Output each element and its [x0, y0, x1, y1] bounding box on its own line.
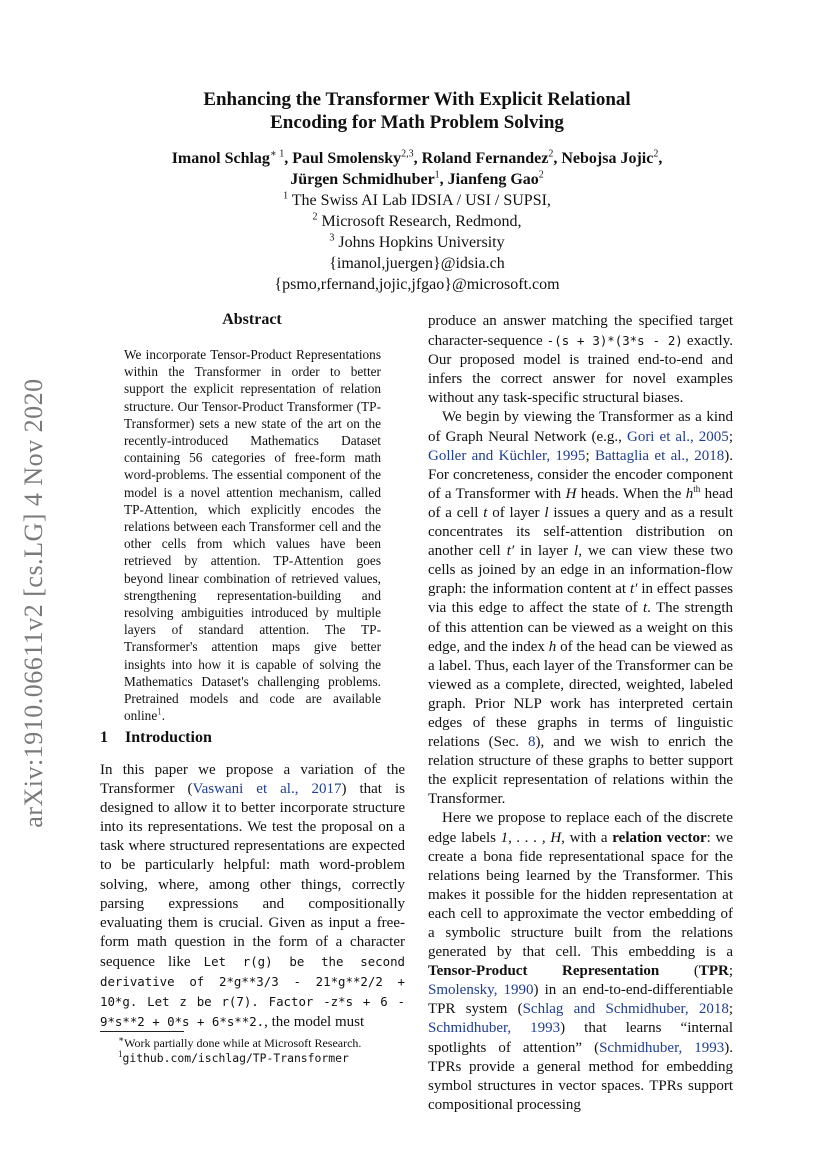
citation-link[interactable]: Goller and Küchler, 1995	[428, 447, 586, 464]
email-2: {psmo,rfernand,jojic,jfgao}@microsoft.com	[274, 276, 560, 293]
code-snippet: -(s + 3)*(3*s - 2)	[546, 333, 683, 349]
author-name: Imanol Schlag	[171, 150, 270, 167]
intro-paragraph	[100, 761, 405, 1032]
text-run: . The strength of this attention can be viewed as a weight on this edge, and the index	[428, 600, 734, 655]
text-run: ;	[728, 963, 733, 980]
text-run: in layer	[514, 543, 575, 560]
text-run: ;	[728, 1001, 733, 1018]
title-line-1: Enhancing the Transformer With Explicit Relational	[203, 89, 631, 110]
affil-text: Johns Hopkins University	[338, 234, 505, 251]
text-run: of layer	[487, 504, 545, 521]
math-var: l	[574, 543, 579, 560]
section-title: Introduction	[125, 729, 212, 746]
text-run: produce an answer matching the specified target character-sequence	[428, 313, 733, 350]
text-run: in effect passes via this edge to affect the state of	[428, 581, 733, 617]
intro-left-column	[100, 761, 405, 1032]
footnote-link[interactable]: github.com/ischlag/TP-Transformer	[122, 1051, 349, 1065]
text-run: ;	[728, 428, 733, 445]
arxiv-id: arXiv:1910.06611v2 [cs.LG] 4 Nov 2020	[19, 377, 48, 828]
section-number: 1	[100, 729, 108, 746]
footnotes	[100, 1036, 405, 1066]
author-block	[100, 148, 734, 295]
text-run: issues a query and as a result concentrates its self-attention distribution on another cell	[428, 504, 733, 560]
section-link[interactable]: 8	[528, 734, 536, 751]
citation-link[interactable]: Schmidhuber, 1993	[428, 1020, 561, 1037]
text-run: , the model must	[264, 1014, 365, 1031]
affiliation-2	[100, 211, 734, 232]
math-var: t	[483, 504, 488, 521]
author-affil-mark: 2,3	[401, 148, 414, 160]
title-line-2: Encoding for Math Problem Solving	[270, 112, 564, 133]
citation-link[interactable]: Smolensky, 1990	[428, 982, 534, 999]
text-run: , with a	[561, 829, 613, 846]
paragraph-1	[428, 312, 733, 408]
text-run: of the head can be viewed as a label. Thus, each layer of the Transformer can be viewed as a complete, directed, weighted, labeled graph. Prior NLP work has interpreted certain edges of these graphs in terms of linguistic relations (Sec.	[428, 638, 734, 751]
abstract-text: We incorporate Tensor-Product Representations within the Transformer in order to better support the explicit representation of relation structure. Our Tensor-Product Transformer (TP-Transformer) sets a new state of the art on the recently-introduced Mathematics Dataset containing 56 categories of free-form math word-problems. The essential component of the model is a novel attention mechanism, called TP-Attention, which explicitly encodes the relations between each Transformer cell and the other cells from which values have been retrieved by attention. TP-Attention goes beyond linear combination of retrieved values, strengthening representation-building and resolving ambiguities introduced by multiple layers of standard attention. The TP-Transformer's attention maps give better insights into how it is capable of solving the Mathematics Dataset's challenging problems. Pretrained models and code are available online	[124, 347, 381, 724]
text-run: In this paper we propose a variation of the Transformer (	[100, 762, 405, 798]
math-var: t′	[506, 543, 515, 560]
math-var: t	[643, 600, 648, 617]
footnote-ref[interactable]: 1	[157, 706, 162, 717]
abstract-body	[124, 346, 381, 724]
text-run: ;	[585, 447, 595, 464]
text-run: ) in an end-to-end-differentiable TPR system (	[428, 982, 733, 1018]
text-run: head of a cell	[428, 485, 733, 521]
author-name: Jürgen Schmidhuber	[290, 171, 435, 188]
bold-term: TPR	[698, 963, 729, 980]
affil-number: 3	[329, 232, 335, 244]
footnote-mark: ∗	[118, 1034, 125, 1044]
abstract-heading: Abstract	[222, 311, 282, 328]
text-run: (	[659, 963, 699, 980]
affiliation-3	[100, 232, 734, 253]
paragraph-2	[428, 408, 733, 809]
paragraph-3	[428, 809, 733, 1115]
math-var: t′	[629, 581, 638, 598]
author-name: Roland Fernandez	[421, 150, 549, 167]
author-affil-mark: ∗ 1	[269, 148, 285, 160]
author-name: Nebojsa Jojic	[561, 150, 654, 167]
footnote-star	[100, 1036, 405, 1051]
author-affil-mark: 2	[653, 148, 659, 160]
math-var: h	[685, 485, 694, 502]
affil-text: Microsoft Research, Redmond,	[321, 213, 522, 230]
abstract-end: .	[161, 708, 166, 724]
citation-link[interactable]: Gori et al., 2005	[626, 428, 729, 445]
text-run: We begin by viewing the Transformer as a kind of Graph Neural Network (e.g.,	[428, 409, 733, 445]
intro-right-column	[428, 312, 733, 1115]
math-superscript: th	[693, 483, 701, 494]
text-run: ), and we wish to enrich the relation structure of these graphs to better support the explicit representation of relations within the Transformer.	[428, 734, 734, 808]
footnote-1	[100, 1051, 405, 1066]
text-run: heads. When the	[576, 485, 686, 502]
footnote-mark: 1	[118, 1049, 123, 1059]
text-run: ) that is designed to allow it to better incorporate structure into its representations. We test the proposal on a task where structured representations are expected to be particularly helpful: math word-problem solving, where, among other things, correctly parsing expressions and compositionally evaluating them is crucial. Given as input a free-form math question in the form of a character sequence like	[100, 781, 405, 970]
citation-link[interactable]: Battaglia et al., 2018	[594, 447, 725, 464]
author-name: Jianfeng Gao	[447, 171, 539, 188]
bold-term: relation vector	[612, 829, 707, 846]
text-run: exactly. Our proposed model is trained end-to-end and infers the correct answer for novel examples without any task-specific structural biases.	[428, 333, 734, 407]
code-snippet: Let r(g) be the second derivative of 2*g**3/3 - 21*g**2/2 + 10*g. Let z be r(7). Factor -z*s + 6 - 9*s**2 + 0*s + 6*s**2.	[100, 953, 405, 1030]
bold-term: Tensor-Product Representation	[428, 963, 660, 980]
citation-link[interactable]: Vaswani et al., 2017	[192, 781, 342, 798]
citation-link[interactable]: Schmidhuber, 1993	[599, 1039, 725, 1056]
affil-number: 1	[283, 190, 289, 202]
paper-title	[100, 88, 734, 134]
author-affil-mark: 2	[548, 148, 554, 160]
math-expression: 1, . . . , H	[500, 829, 562, 846]
author-affil-mark: 1	[434, 169, 440, 181]
affil-number: 2	[312, 211, 318, 223]
footnote-text: Work partially done while at Microsoft Research.	[124, 1036, 362, 1050]
affiliation-1	[100, 190, 734, 211]
math-var: H	[565, 485, 577, 502]
section-heading	[100, 729, 212, 747]
footnote-divider	[100, 1031, 184, 1032]
email-1: {imanol,juergen}@idsia.ch	[329, 255, 505, 272]
author-line-1: Imanol Schlag$^{∗ 1}$, Paul Smolensky$^{2,3}$, Roland Fernandez$^2$, Nebojsa Jojic$^2$,	[171, 148, 663, 167]
citation-link[interactable]: Schlag and Schmidhuber, 2018	[522, 1001, 729, 1018]
author-affil-mark: 2	[538, 169, 544, 181]
arxiv-stamp	[14, 365, 54, 840]
text-run: ) that learns “internal spotlights of attention” (	[428, 1020, 734, 1056]
text-run: , we can view these two cells as joined by an edge in an information-flow graph: the information content at	[428, 543, 733, 598]
math-var: h	[548, 638, 557, 655]
text-run: ). For concreteness, consider the encoder component of a Transformer with	[428, 447, 733, 502]
text-run: : we create a bona fide representational space for the relations being learned by the Transformer. This makes it possible for the hidden representation at each cell to approximate the vector embedding of a symbolic structure built from the relations generated by that cell. This embedding is a	[428, 829, 733, 961]
affil-text: The Swiss AI Lab IDSIA / USI / SUPSI,	[291, 192, 551, 209]
math-var: l	[544, 504, 549, 521]
author-name: Paul Smolensky	[292, 150, 402, 167]
text-run: Here we propose to replace each of the discrete edge labels	[428, 810, 733, 846]
text-run: ). TPRs provide a general method for embedding symbol structures in vector spaces. TPRs support compositional processing	[428, 1039, 733, 1113]
author-line-2: Jürgen Schmidhuber$^1$, Jianfeng Gao$^2$	[290, 169, 544, 188]
